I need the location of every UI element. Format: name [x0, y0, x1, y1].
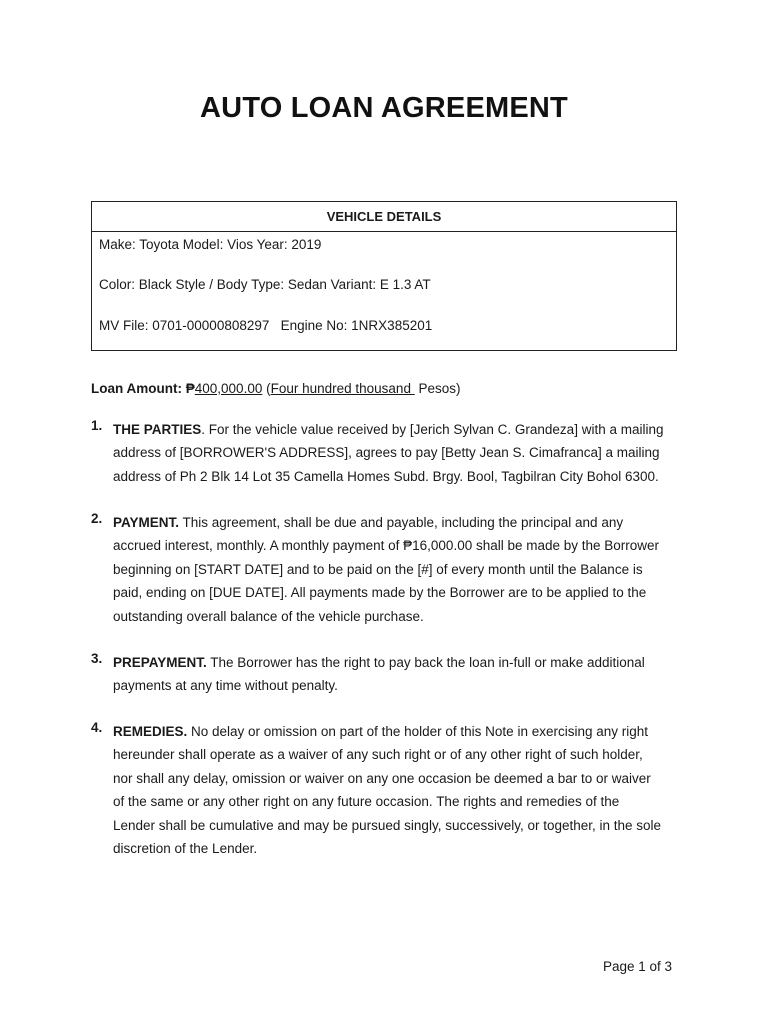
clause-line: address of Ph 2 Blk 14 Lot 35 Camella Homes Subd. Brgy. Bool, Tagbilran City Bohol 6300.	[113, 468, 659, 484]
clause-line: discretion of the Lender.	[113, 841, 258, 857]
loan-amount-words: Four hundred thousand	[270, 381, 415, 396]
clause-body	[113, 720, 689, 860]
clause-number: 4.	[91, 720, 103, 735]
clause-line: nor shall any delay, omission or waiver on any one occasion be deemed a bar to or waiver	[113, 770, 651, 786]
clause-body	[113, 418, 689, 488]
loan-amount-label: Loan Amount:	[91, 381, 182, 396]
document-title: AUTO LOAN AGREEMENT	[200, 92, 568, 124]
clause-number: 2.	[91, 511, 103, 526]
loan-amount-value: 400,000.00	[194, 381, 263, 396]
vehicle-make-row: Make: Toyota Model: Vios Year: 2019	[99, 237, 322, 252]
loan-amount-line	[91, 381, 460, 396]
currency-symbol: ₱	[185, 381, 195, 396]
clause-line: hereunder shall operate as a waiver of any such right or of any other right of such holder,	[113, 747, 643, 763]
clause-line: accrued interest, monthly. A monthly payment of ₱16,000.00 shall be made by the Borrower	[113, 538, 660, 554]
clause-heading: PREPAYMENT.	[113, 655, 207, 670]
loan-amount-open-paren: (	[262, 381, 271, 396]
clause-line: beginning on [START DATE] and to be paid on the [#] of every month until the Balance is	[113, 561, 643, 577]
clause-heading: REMEDIES.	[113, 724, 188, 739]
clause-line: This agreement, shall be due and payable, including the principal and any	[179, 515, 624, 530]
vehicle-mv-file-row: MV File: 0701-00000808297 Engine No: 1NRX385201	[99, 318, 433, 333]
page-number: Page 1 of 3	[602, 959, 672, 974]
clause-line: . For the vehicle value received by [Jerich Sylvan C. Grandeza] with a mailing	[201, 422, 664, 437]
clause-number: 1.	[91, 418, 103, 433]
clause-heading: PAYMENT.	[113, 515, 180, 530]
clause-line: No delay or omission on part of the holder of this Note in exercising any right	[187, 724, 649, 739]
clause-line: paid, ending on [DUE DATE]. All payments made by the Borrower are to be applied to the	[113, 585, 647, 601]
vehicle-details-table	[91, 201, 677, 351]
clause-line: Lender shall be cumulative and may be pursued singly, successively, or together, in the sole	[113, 817, 662, 833]
clause-line: of the same or any other right on any future occasion. The rights and remedies of the	[113, 794, 620, 810]
clause-number: 3.	[91, 651, 103, 666]
clause-body	[113, 651, 689, 698]
clause-heading: THE PARTIES	[113, 422, 202, 437]
clause-body	[113, 511, 689, 628]
vehicle-color-row: Color: Black Style / Body Type: Sedan Variant: E 1.3 AT	[99, 277, 431, 292]
vehicle-details-header: VEHICLE DETAILS	[92, 202, 676, 232]
clause-line: The Borrower has the right to pay back the loan in-full or make additional	[206, 655, 645, 670]
clause-line: payments at any time without penalty.	[113, 678, 338, 694]
clause-line: address of [BORROWER'S ADDRESS], agrees to pay [Betty Jean S. Cimafranca] a mailing	[113, 445, 660, 461]
loan-amount-close: Pesos)	[414, 381, 461, 396]
clause-line: outstanding overall balance of the vehicle purchase.	[113, 608, 424, 624]
